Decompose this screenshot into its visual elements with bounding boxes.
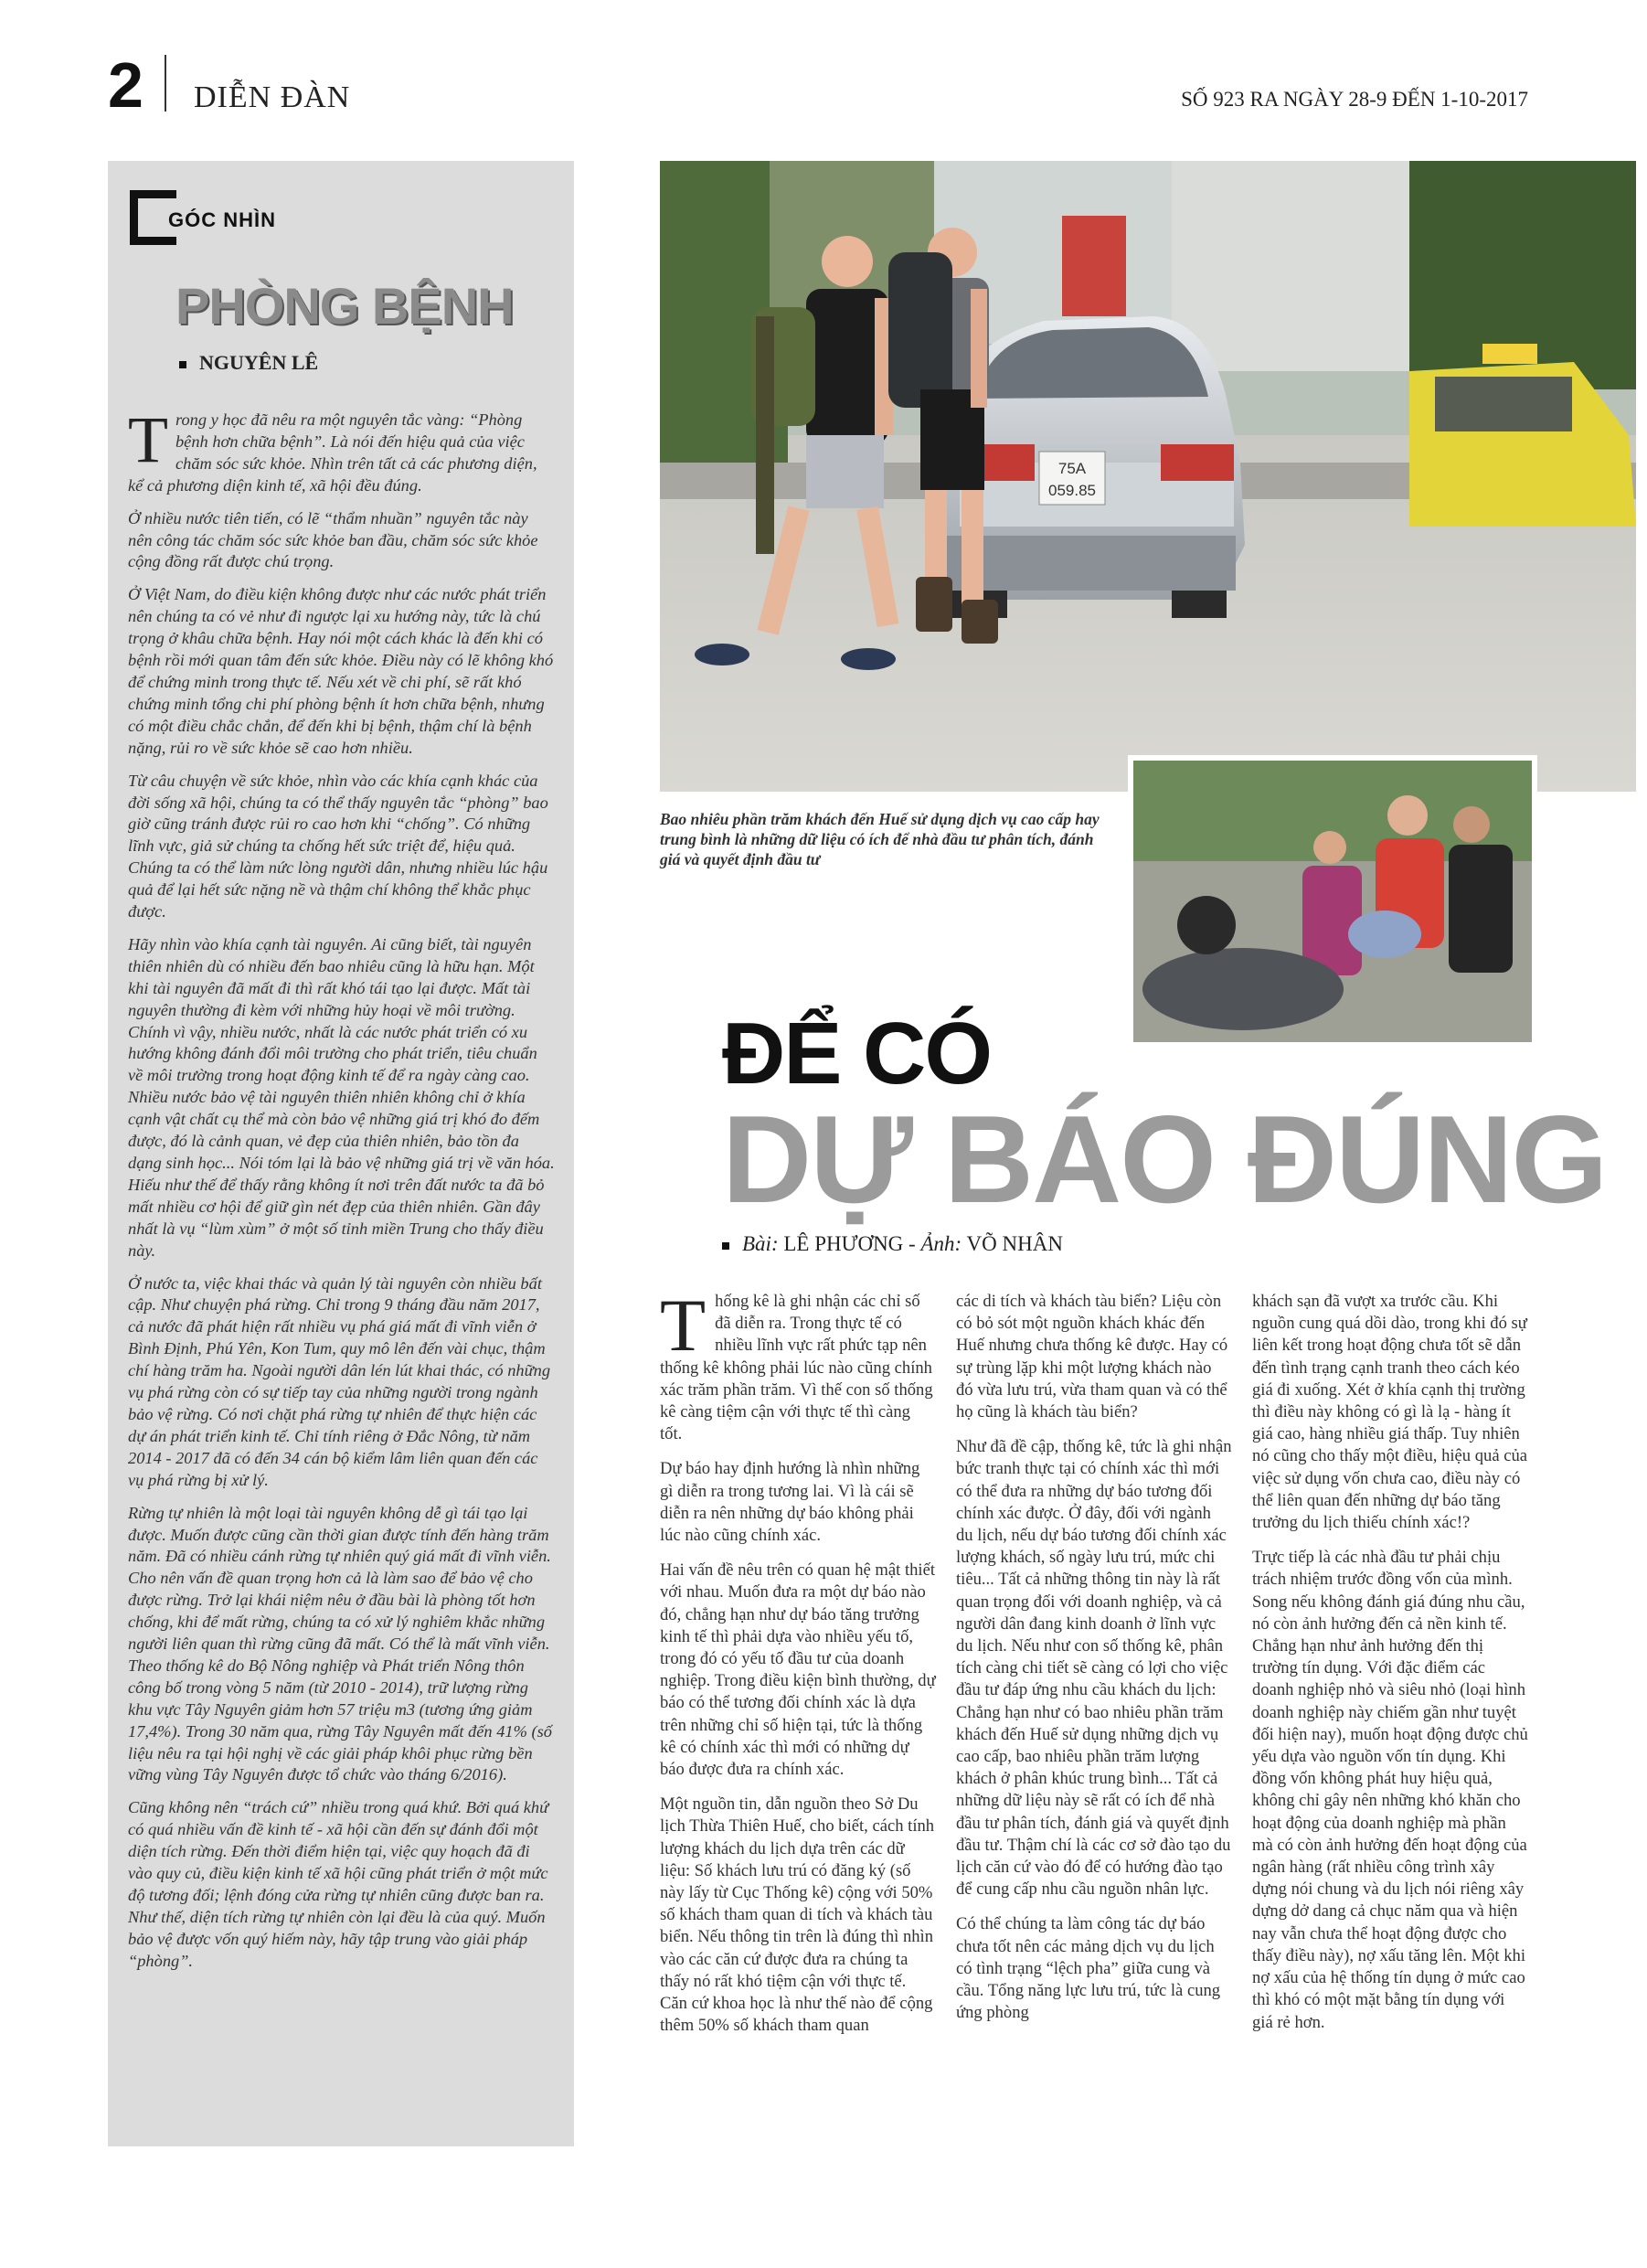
sidebar-paragraph: Cũng không nên “trách cứ” nhiều trong quá khứ. Bởi quá khứ có quá nhiều vấn đề kinh tế - xã hội cần đến sự đánh đổi một diện tích rừng. Đến thời điểm hiện tại, việc quy hoạch đã đi vào quy củ, điều kiện kinh tế xã hội cũng phát triển ở một mức độ tương đối; lệnh đóng cửa rừng tự nhiên cũng được ban ra. Như thế, diện tích rừng tự nhiên còn lại đều là của quý. Muốn bảo vệ được vốn quý hiếm này, hãy tập trung vào giải pháp “phòng”. <box>128 1798 549 1970</box>
issue-info: SỐ 923 RA NGÀY 28-9 ĐẾN 1-10-2017 <box>1181 88 1528 111</box>
sidebar-title: PHÒNG BỆNH <box>175 277 514 335</box>
article-column-1 <box>660 1283 936 2050</box>
sidebar-author: NGUYÊN LÊ <box>199 351 319 374</box>
photo-caption: Bao nhiêu phần trăm khách đến Huế sử dụng dịch vụ cao cấp hay trung bình là những dữ liệu có ích để nhà đầu tư phân tích, đánh giá và quyết định đầu tư <box>660 810 1100 868</box>
article-paragraph: Có thể chúng ta làm công tác dự báo chưa tốt nên các mảng dịch vụ du lịch có tình trạng “lệch pha” giữa cung và cầu. Tổng năng lực lưu trú, tức là cung ứng phòng <box>956 1914 1221 2023</box>
sidebar-paragraph: Rừng tự nhiên là một loại tài nguyên không dễ gì tái tạo lại được. Muốn được cũng cần thời gian được tính đến hàng trăm năm. Đã có nhiều cánh rừng tự nhiên quý giá mất đi vĩnh viễn. Cho nên vấn đề quan trọng hơn cả là làm sao để bảo vệ cho được rừng. Trở lại khái niệm nêu ở đầu bài là phòng tốt hơn chống, khi để mất rừng, chúng ta có xử lý nghiêm khắc những người liên quan thì rừng cũng đã mất. Có thể là mất vĩnh viễn. Theo thống kê do Bộ Nông nghiệp và Phát triển Nông thôn công bố trong vòng 5 năm (từ 2010 - 2014), trữ lượng rừng khu vực Tây Nguyên giảm hơn 57 triệu m3 (tương ứng giảm 17,4%). Trong 30 năm qua, rừng Tây Nguyên mất đến 41% (số liệu nêu ra tại hội nghị về các giải pháp khôi phục rừng bền vững vùng Tây Nguyên được tổ chức vào tháng 6/2016). <box>128 1503 552 1784</box>
article-byline: Bài: LÊ PHƯƠNG - Ảnh: VÕ NHÂN <box>722 1232 1063 1256</box>
header-divider <box>165 55 166 112</box>
article-paragraph: Một nguồn tin, dẫn nguồn theo Sở Du lịch Thừa Thiên Huế, cho biết, cách tính lượng khách du lịch dựa trên các dữ liệu: Số khách lưu trú có đăng ký (số này lấy từ Cục Thống kê) cộng với 50% số khách tham quan di tích và khách tàu biển. Nếu thông tin trên là đúng thì nhìn vào các căn cứ được đưa ra chúng ta thấy nó rất khó tiệm cận với thực tế. Căn cứ khoa học là như thế nào để cộng thêm 50% số khách tham quan <box>660 1794 935 2036</box>
article-column-3 <box>1252 1291 1528 2047</box>
sidebar-paragraph: Ở Việt Nam, do điều kiện không được như các nước phát triển nên chúng ta có vẻ như đi ngược lại xu hướng này, tức là chú trọng ở khâu chữa bệnh. Hay nói một cách khác là đến khi có bệnh rồi mới quan tâm đến sức khỏe. Điều này có lẽ không khó để chứng minh trong thực tế. Nếu xét về chi phí, sẽ rất khó chứng minh tổng chi phí phòng bệnh ít hơn chữa bệnh, nhưng có một điều chắc chắn, để đến khi bị bệnh, thậm chí là bệnh nặng, rủi ro về sức khỏe sẽ cao hơn nhiều. <box>128 585 554 757</box>
sidebar-paragraph: Từ câu chuyện về sức khỏe, nhìn vào các khía cạnh khác của đời sống xã hội, chúng ta có thể thấy nguyên tắc “phòng” bao giờ cũng tránh được rủi ro cao hơn khi “chống”. Có những lĩnh vực, giả sử chúng ta chống hết sức triệt để, hiệu quả. Chúng ta có thể làm nức lòng người dân, nhưng nhiều lúc hậu quả để lại hết sức nặng nề và thậm chí không thể khắc phục được. <box>128 771 548 921</box>
article-title-line1: ĐỂ CÓ <box>722 1005 992 1102</box>
secondary-photo <box>1128 755 1537 1048</box>
plate-line1: 75A <box>1057 460 1087 477</box>
sidebar-body <box>128 403 556 1984</box>
article-paragraph: Dự báo hay định hướng là nhìn những gì diễn ra trong tương lai. Vì là cái sẽ diễn ra nên những dự báo không phải lúc nào cũng chính xác. <box>660 1459 920 1546</box>
article-paragraph: Như đã đề cập, thống kê, tức là ghi nhận bức tranh thực tại có chính xác thì mới có thể đưa ra những dự báo tương đối chính xác được. Ở đây, đối với ngành du lịch, nếu dự báo tương đối chính xác lượng khách, số ngày lưu trú, mức chi tiêu... Tất cả những thông tin này là rất quan trọng đối với doanh nghiệp, và cả người dân đang kinh doanh ở lĩnh vực du lịch. Nếu như con số thống kê, phân tích càng chi tiết sẽ càng có lợi cho việc đầu tư đáp ứng nhu cầu khách du lịch: Chẳng hạn như có bao nhiêu phần trăm khách đến Huế sử dụng những dịch vụ cao cấp, bao nhiêu phần trăm lượng khách ở phân khúc trung bình... Tất cả những dữ liệu này sẽ rất có ích để nhà đầu tư phân tích, đánh giá và quyết định đầu tư. Thậm chí là các cơ sở đào tạo du lịch căn cứ vào đó để có hướng đào tạo để cung cấp nhu cầu nguồn nhân lực. <box>956 1437 1232 1900</box>
article-dropcap: T <box>660 1283 707 1367</box>
sidebar-paragraph: Ở nhiều nước tiên tiến, có lẽ “thẩm nhuần” nguyên tắc này nên công tác chăm sóc sức khỏe ban đầu, chăm sóc sức khỏe cộng đồng rất được chú trọng. <box>128 508 538 571</box>
plate-line2: 059.85 <box>1048 482 1096 499</box>
article-column-2 <box>956 1291 1232 2038</box>
article-title-line2: DỰ BÁO ĐÚNG <box>722 1090 1607 1229</box>
section-title: DIỄN ĐÀN <box>194 80 351 114</box>
page-number: 2 <box>108 49 143 121</box>
sidebar-paragraph: Ở nước ta, việc khai thác và quản lý tài nguyên còn nhiều bất cập. Như chuyện phá rừng. Chỉ trong 9 tháng đầu năm 2017, cả nước đã phát hiện rất nhiều vụ phá giá mất đi vĩnh viễn ở Bình Định, Phú Yên, Kon Tum, quy mô lên đến vài chục, thậm chí hàng trăm ha. Ngoài người dân lén lút khai thác, có những vụ phá rừng còn có sự tiếp tay của những người trong ngành bảo vệ rừng. Có nơi chặt phá rừng tự nhiên để thực hiện các dự án phát triển kinh tế. Chỉ tính riêng ở Đắc Nông, từ năm 2014 - 2017 đã có đến 34 cán bộ kiểm lâm liên quan đến các vụ phá rừng bị xử lý. <box>128 1273 551 1489</box>
article-paragraph: Hai vấn đề nêu trên có quan hệ mật thiết với nhau. Muốn đưa ra một dự báo nào đó, chẳng hạn như dự báo tăng trưởng kinh tế thì phải dựa vào nhiều yếu tố, trong đó có yếu tố đầu tư của doanh nghiệp. Trong điều kiện bình thường, dự báo có thể tương đối chính xác là dựa trên những chỉ số hiện tại, tức là thống kê có chính xác thì mới có những dự báo được đưa ra chính xác. <box>660 1560 936 1780</box>
sidebar-author-line <box>179 351 318 375</box>
sidebar-paragraph: Hãy nhìn vào khía cạnh tài nguyên. Ai cũng biết, tài nguyên thiên nhiên dù có nhiều đến bao nhiêu cũng là hữu hạn. Một khi tài nguyên đã mất đi thì rất khó tái tạo lại được. Mất tài nguyên thường đi kèm với những hủy hoại về môi trường. Chính vì vậy, nhiều nước, nhất là các nước phát triển có xu hướng không đánh đổi môi trường cho phát triển, tiêu chuẩn về môi trường trong hoạt động kinh tế để ra ngày càng cao. Nhiều nước bảo vệ tài nguyên thiên nhiên không chỉ ở khía cạnh vật chất cụ thể mà còn bảo vệ những giá trị khó đo đếm được, đó là cảnh quan, vẻ đẹp của thiên nhiên, bảo tồn đa dạng sinh học... Nói tóm lại là bảo vệ những giá trị về văn hóa. Hiếu như thế để thấy rằng không ít nơi trên đất nước ta đã bỏ mất nhiều cơ hội để giữ gìn nét đẹp của thiên nhiên. Gần đây nhất là vụ “lùm xùm” ở một số tỉnh miền Trung cho thấy điều này. <box>128 934 555 1260</box>
article-paragraph: Thống kê là ghi nhận các chỉ số đã diễn ra. Trong thực tế có nhiều lĩnh vực rất phức tạp nên thống kê không phải lúc nào cũng chính xác trăm phần trăm. Vì thế con số thống kê càng tiệm cận với thực tế thì càng tốt. <box>660 1283 933 1444</box>
article-paragraph: các di tích và khách tàu biển? Liệu còn có bỏ sót một nguồn khách khác đến Huế nhưng chưa thống kê được. Hay có sự trùng lặp khi một lượng khách nào đó vừa lưu trú, vừa tham quan và có thể họ cũng là khách tàu biển? <box>956 1292 1228 1422</box>
article-paragraph: khách sạn đã vượt xa trước cầu. Khi nguồn cung quá dồi dào, trong khi đó sự liên kết trong hoạt động chưa tốt sẽ dẫn đến tình trạng cạnh tranh theo cách kéo giá đi xuống. Xét ở khía cạnh thị trường thì điều này không có gì là lạ - hàng ít giá cao, hàng nhiều giá thấp. Tuy nhiên nó cũng cho thấy một điều, hiệu quả của việc sử dụng vốn chưa cao, điều này có thể liên quan đến những dự báo tăng trưởng du lịch thiếu chính xác!? <box>1252 1292 1528 1533</box>
bullet-icon <box>722 1242 729 1250</box>
bullet-icon <box>179 361 186 368</box>
article-paragraph: Trực tiếp là các nhà đầu tư phải chịu trách nhiệm trước đồng vốn của mình. Song nếu không đánh giá đúng nhu cầu, nó còn ảnh hưởng đến cả nền kinh tế. Chẳng hạn như ảnh hưởng đến thị trường tín dụng. Với đặc điểm các doanh nghiệp nhỏ và siêu nhỏ (loại hình doanh nghiệp này chiếm gần như tuyệt đối hiện nay), muốn hoạt động được chủ yếu dựa vào nguồn vốn tín dụng. Khi đồng vốn không phát huy hiệu quả, không chỉ gây nên những khó khăn cho hoạt động của doanh nghiệp mà phần mà có còn ảnh hưởng đến hoạt động của ngân hàng (rất nhiều công trình xây dựng nói chung và du lịch nói riêng xây dựng dở dang cả chục năm qua và hiện nay vẫn chưa thể hoạt động được cho thấy điều này), nợ xấu tăng lên. Một khi nợ xấu của hệ thống tín dụng ở mức cao thì khó có một mặt bằng tín dụng với giá rẻ hơn. <box>1252 1548 1528 2032</box>
sidebar-kicker: GÓC NHÌN <box>168 208 276 231</box>
main-photo <box>660 161 1636 792</box>
sidebar-dropcap: T <box>128 403 168 476</box>
sidebar-paragraph: Trong y học đã nêu ra một nguyên tắc vàng: “Phòng bệnh hơn chữa bệnh”. Là nói đến hiệu quả của việc chăm sóc sức khỏe. Nhìn trên tất cả các phương diện, kể cả phương diện kinh tế, xã hội đều đúng. <box>128 403 537 495</box>
